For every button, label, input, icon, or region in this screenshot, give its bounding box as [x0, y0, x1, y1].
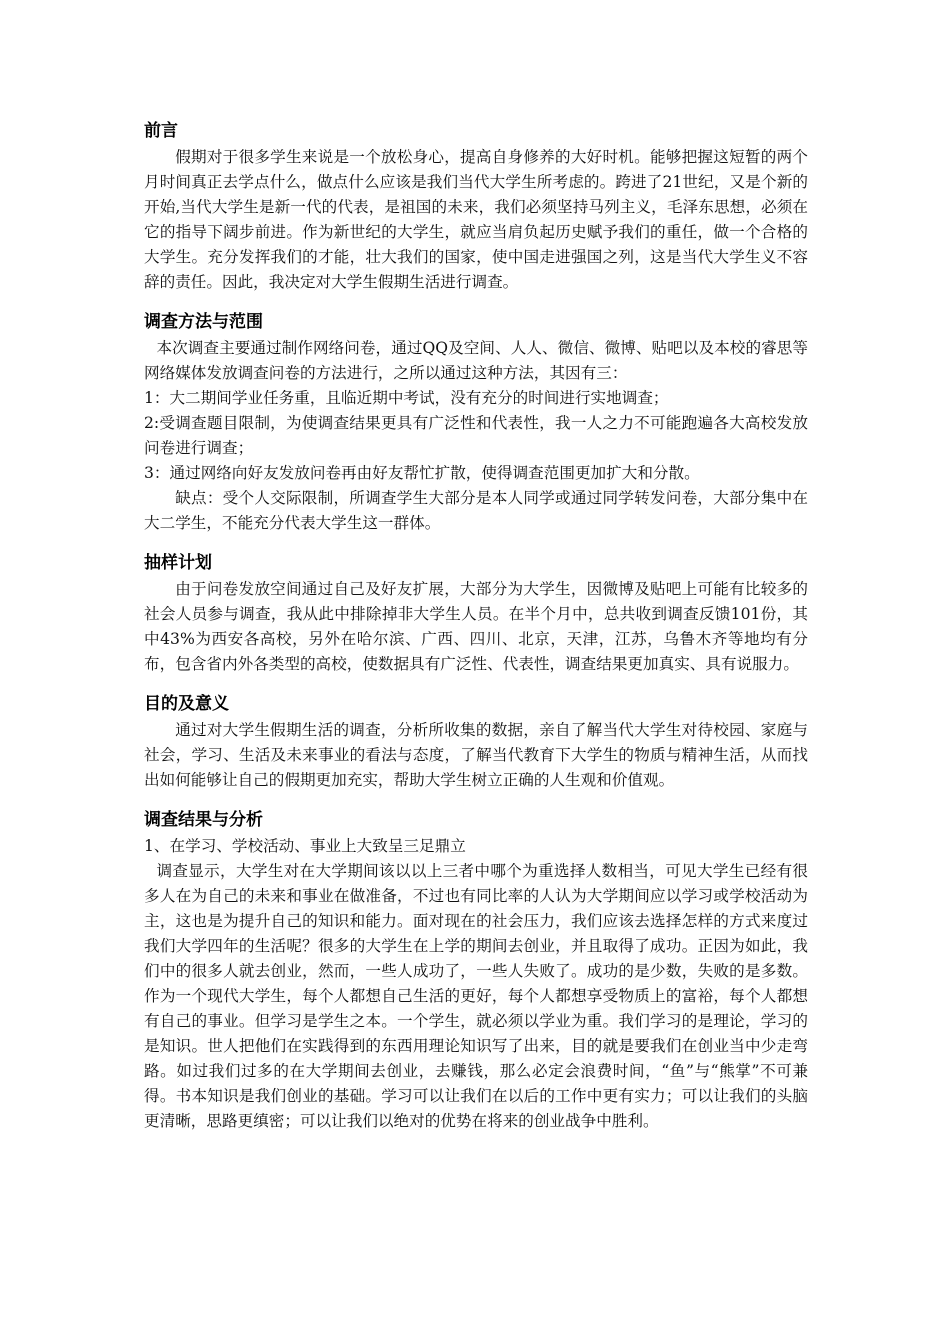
- paragraph: 假期对于很多学生来说是一个放松身心，提高自身修养的大好时机。能够把握这短暂的两个月时间真正去学点什么，做点什么应该是我们当代大学生所考虑的。跨进了21世纪，又是个新的开始,当代大学生是新一代的代表，是祖国的未来，我们必须坚持马列主义，毛泽东思想，必须在它的指导下阔步前进。作为新世纪的大学生，就应当肩负起历史赋予我们的重任，做一个合格的大学生。充分发挥我们的才能，壮大我们的国家，使中国走进强国之列，这是当代大学生义不容辞的责任。因此，我决定对大学生假期生活进行调查。: [144, 148, 808, 291]
- paragraph: 本次调查主要通过制作网络问卷，通过QQ及空间、人人、微信、微博、贴吧以及本校的睿思等网络媒体发放调查问卷的方法进行，之所以通过这种方法，其因有三：: [144, 339, 808, 382]
- paragraph: 调查显示，大学生对在大学期间该以以上三者中哪个为重选择人数相当，可见大学生已经有很多人在为自己的未来和事业在做准备，不过也有同比率的人认为大学期间应以学习或学校活动为主，这也是为提升自己的知识和能力。面对现在的社会压力，我们应该去选择怎样的方式来度过我们大学四年的生活呢？很多的大学生在上学的期间去创业，并且取得了成功。正因为如此，我们中的很多人就去创业，然而，一些人成功了，一些人失败了。成功的是少数，失败的是多数。作为一个现代大学生，每个人都想自己生活的更好，每个人都想享受物质上的富裕，每个人都想有自己的事业。但学习是学生之本。一个学生，就必须以学业为重。我们学习的是理论，学习的是知识。世人把他们在实践得到的东西用理论知识写了出来，目的就是要我们在创业当中少走弯路。如过我们过多的在大学期间去创业，去赚钱，那么必定会浪费时间，“鱼”与“熊掌”不可兼得。书本知识是我们创业的基础。学习可以让我们在以后的工作中更有实力；可以让我们的头脑更清晰，思路更缜密；可以让我们以绝对的优势在将来的创业战争中胜利。: [144, 862, 808, 1130]
- list-item: 3：通过网络向好友发放问卷再由好友帮忙扩散，使得调查范围更加扩大和分散。: [144, 464, 700, 482]
- paragraph: 由于问卷发放空间通过自己及好友扩展，大部分为大学生，因微博及贴吧上可能有比较多的社会人员参与调查，我从此中排除掉非大学生人员。在半个月中，总共收到调查反馈101份，其中43%为西安各高校，另外在哈尔滨、广西、四川、北京，天津，江苏，乌鲁木齐等地均有分布，包含省内外各类型的高校，使数据具有广泛性、代表性，调查结果更加真实、具有说服力。: [144, 580, 808, 673]
- section-heading: 调查结果与分析: [144, 810, 263, 830]
- section-heading: 调查方法与范围: [144, 312, 263, 332]
- section-preface: [144, 118, 808, 295]
- section-results-analysis: [144, 807, 808, 1134]
- subheading: 1、在学习、学校活动、事业上大致呈三足鼎立: [144, 837, 466, 855]
- section-sampling-plan: [144, 550, 808, 677]
- list-item: 2:受调查题目限制，为使调查结果更具有广泛性和代表性，我一人之力不可能跑遍各大高校发放问卷进行调查；: [144, 414, 808, 457]
- section-purpose: [144, 691, 808, 793]
- paragraph: 通过对大学生假期生活的调查，分析所收集的数据，亲自了解当代大学生对待校园、家庭与社会，学习、生活及未来事业的看法与态度，了解当代教育下大学生的物质与精神生活，从而找出如何能够让自己的假期更加充实，帮助大学生树立正确的人生观和价值观。: [144, 721, 808, 789]
- paragraph: 缺点：受个人交际限制，所调查学生大部分是本人同学或通过同学转发问卷，大部分集中在大二学生，不能充分代表大学生这一群体。: [144, 489, 808, 532]
- section-method-scope: [144, 309, 808, 536]
- list-item: 1：大二期间学业任务重，且临近期中考试，没有充分的时间进行实地调查；: [144, 389, 669, 407]
- section-heading: 前言: [144, 121, 178, 141]
- section-heading: 目的及意义: [144, 694, 229, 714]
- document-body: [144, 118, 808, 1148]
- section-heading: 抽样计划: [144, 553, 212, 573]
